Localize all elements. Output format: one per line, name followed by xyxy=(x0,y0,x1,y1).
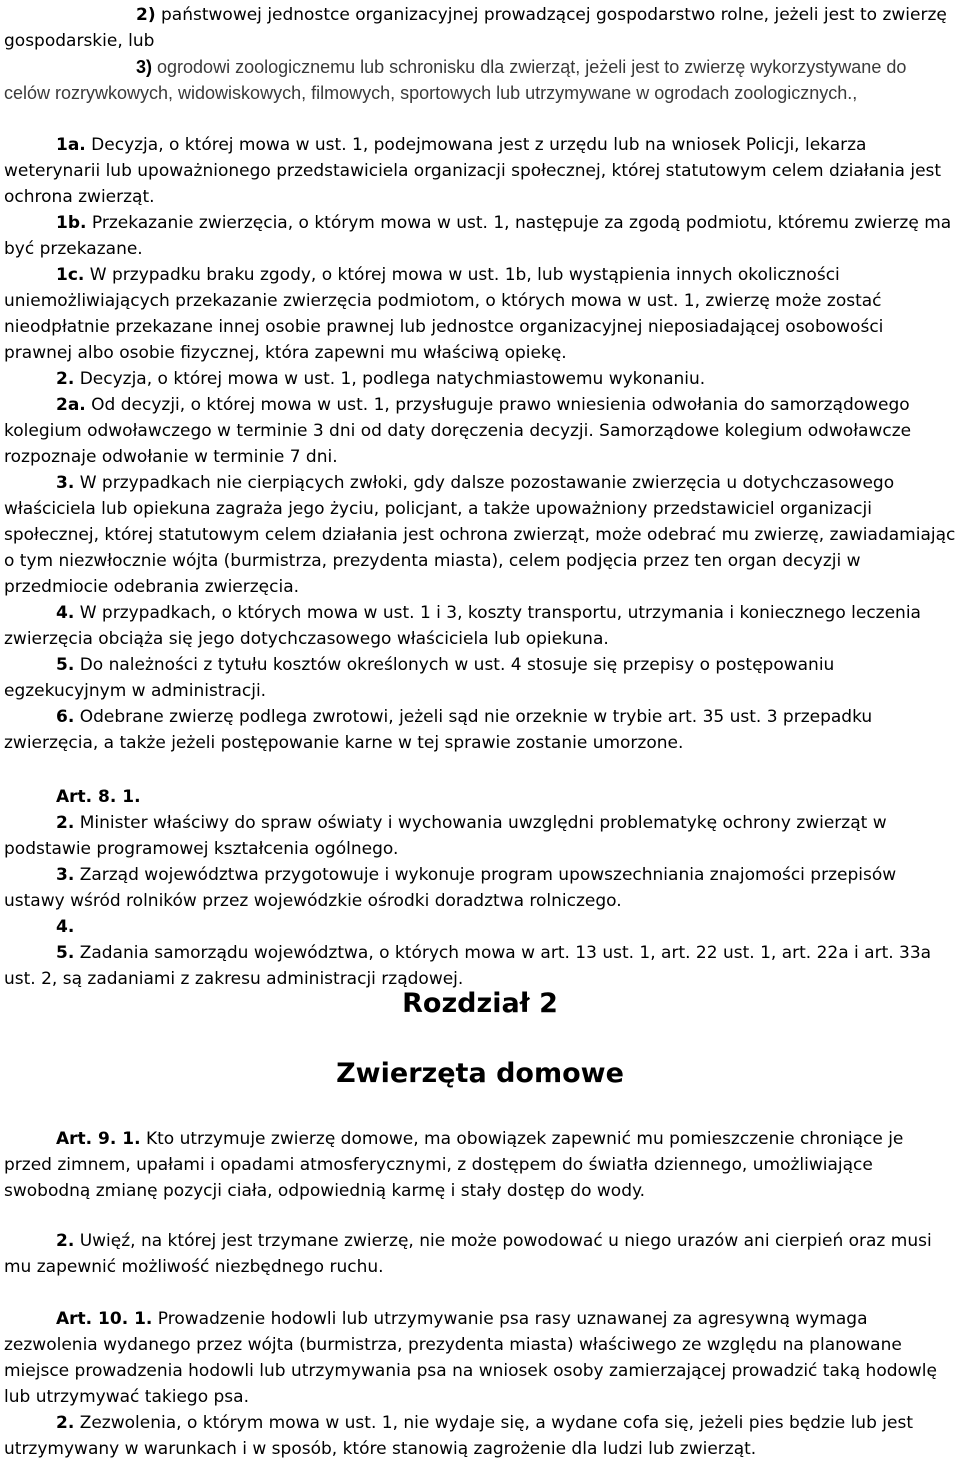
paragraph-text: państwowej jednostce organizacyjnej prowadzącej gospodarstwo rolne, jeżeli jest to zwierzę gospodarskie, lub xyxy=(4,5,947,51)
paragraph-number: 2. xyxy=(56,369,75,389)
paragraph-text: Prowadzenie hodowli lub utrzymywanie psa rasy uznawanej za agresywną wymaga zezwolenia wydanego przez wójta (burmistrza, prezydenta miasta) właściwego ze względu na planowane miejsce prowadzenia hodowli lub utrzymywania psa na wniosek osoby zamierzającej prowadzić taką hodowlę lub utrzymywać takiego psa. xyxy=(4,1309,937,1407)
article-10-paragraph-1 xyxy=(4,1306,956,1410)
paragraph-number: 1a. xyxy=(56,135,86,155)
paragraph-text: Zarząd województwa przygotowuje i wykonuje program upowszechniania znajomości przepisów ustawy wśród rolników przez wojewódzkie ośrodki doradztwa rolniczego. xyxy=(4,865,897,911)
article-9-paragraph-2 xyxy=(4,1228,956,1280)
paragraph-text: Przekazanie zwierzęcia, o którym mowa w ust. 1, następuje za zgodą podmiotu, któremu zwierzę ma być przekazane. xyxy=(4,213,952,259)
article-number: Art. 9. 1. xyxy=(56,1129,141,1149)
paragraph-1b xyxy=(4,210,956,262)
paragraph-number: 2. xyxy=(56,1231,75,1251)
paragraph-text: Decyzja, o której mowa w ust. 1, podejmowana jest z urzędu lub na wniosek Policji, lekarza weterynarii lub upoważnionego przedstawiciela organizacji społecznej, której statutowym celem działania jest ochrona zwierząt. xyxy=(4,135,942,207)
paragraph-number: 5. xyxy=(56,655,75,675)
paragraph-1a xyxy=(4,132,956,210)
paragraph-text: W przypadku braku zgody, o której mowa w ust. 1b, lub wystąpienia innych okoliczności uniemożliwiających przekazanie zwierzęcia podmiotom, o których mowa w ust. 1, zwierzę może zostać nieodpłatnie przekazane innej osobie prawnej lub jednostce organizacyjnej nieposiadającej osobowości prawnej albo osobie fizycznej, która zapewni mu właściwą opiekę. xyxy=(4,265,884,363)
paragraph-number: 5. xyxy=(56,943,75,963)
chapter-title: Zwierzęta domowe xyxy=(336,1058,624,1089)
paragraph-number: 6. xyxy=(56,707,75,727)
paragraph-text: Zezwolenia, o którym mowa w ust. 1, nie wydaje się, a wydane cofa się, jeżeli pies będzie lub jest utrzymywany w warunkach i w sposób, które stanowią zagrożenie dla ludzi lub zwierząt. xyxy=(4,1413,913,1459)
paragraph-number: 2a. xyxy=(56,395,86,415)
article-8-heading xyxy=(4,784,956,810)
paragraph-item-2 xyxy=(4,2,956,54)
paragraph-1c xyxy=(4,262,956,366)
paragraph-2a xyxy=(4,392,956,470)
paragraph-text: W przypadkach, o których mowa w ust. 1 i 3, koszty transportu, utrzymania i koniecznego leczenia zwierzęcia obciąża się jego dotychczasowego właściciela lub opiekuna. xyxy=(4,603,921,649)
paragraph-5 xyxy=(4,652,956,704)
paragraph-text: Zadania samorządu województwa, o których mowa w art. 13 ust. 1, art. 22 ust. 1, art. 22a i art. 33a ust. 2, są zadaniami z zakresu administracji rządowej. xyxy=(4,943,932,989)
paragraph-text: Minister właściwy do spraw oświaty i wychowania uwzględni problematykę ochrony zwierząt w podstawie programowej kształcenia ogólnego. xyxy=(4,813,887,859)
paragraph-text: W przypadkach nie cierpiących zwłoki, gdy dalsze pozostawanie zwierzęcia u dotychczasowego właściciela lub opiekuna zagraża jego życiu, policjant, a także upoważniony przedstawiciel organizacji społecznej, której statutowym celem działania jest ochrona zwierząt, może odebrać mu zwierzę, zawiadamiając o tym niezwłocznie wójta (burmistrza, prezydenta miasta), celem podjęcia przez ten organ decyzji w przedmiocie odebrania zwierzęcia. xyxy=(4,473,956,597)
paragraph-3 xyxy=(4,470,956,600)
article-8-paragraph-5 xyxy=(4,940,956,992)
paragraph-number: 1c. xyxy=(56,265,85,285)
chapter-number: Rozdział 2 xyxy=(402,988,558,1019)
paragraph-6 xyxy=(4,704,956,756)
paragraph-number: 3) xyxy=(136,57,153,77)
paragraph-text: Kto utrzymuje zwierzę domowe, ma obowiązek zapewnić mu pomieszczenie chroniące je przed zimnem, upałami i opadami atmosferycznymi, z dostępem do światła dziennego, umożliwiające swobodną zmianę pozycji ciała, odpowiednią karmę i stały dostęp do wody. xyxy=(4,1129,904,1201)
paragraph-text: Odebrane zwierzę podlega zwrotowi, jeżeli sąd nie orzeknie w trybie art. 35 ust. 3 przepadku zwierzęcia, a także jeżeli postępowanie karne w tej sprawie zostanie umorzone. xyxy=(4,707,873,753)
paragraph-text: Od decyzji, o której mowa w ust. 1, przysługuje prawo wniesienia odwołania do samorządowego kolegium odwoławczego w terminie 3 dni od daty doręczenia decyzji. Samorządowe kolegium odwoławcze rozpoznaje odwołanie w terminie 7 dni. xyxy=(4,395,912,467)
paragraph-number: 2. xyxy=(56,1413,75,1433)
paragraph-text: Decyzja, o której mowa w ust. 1, podlega natychmiastowemu wykonaniu. xyxy=(74,369,706,389)
paragraph-item-3 xyxy=(4,54,956,106)
paragraph-number: 4. xyxy=(56,917,75,937)
paragraph-number: 2. xyxy=(56,813,75,833)
paragraph-4 xyxy=(4,600,956,652)
paragraph-text: ogrodowi zoologicznemu lub schronisku dla zwierząt, jeżeli jest to zwierzę wykorzystywane do celów rozrywkowych, widowiskowych, filmowych, sportowych lub utrzymywane w ogrodach zoologicznych., xyxy=(4,57,907,103)
paragraph-text: Do należności z tytułu kosztów określonych w ust. 4 stosuje się przepisy o postępowaniu egzekucyjnym w administracji. xyxy=(4,655,835,701)
paragraph-number: 2) xyxy=(136,5,156,25)
paragraph-number: 4. xyxy=(56,603,75,623)
article-number: Art. 10. 1. xyxy=(56,1309,153,1329)
article-9-paragraph-1 xyxy=(4,1126,956,1204)
article-10-paragraph-2 xyxy=(4,1410,956,1462)
paragraph-number: 3. xyxy=(56,865,75,885)
paragraph-text: Uwięź, na której jest trzymane zwierzę, nie może powodować u niego urazów ani cierpień oraz musi mu zapewnić możliwość niezbędnego ruchu. xyxy=(4,1231,932,1277)
paragraph-2 xyxy=(4,366,956,392)
article-8-paragraph-2 xyxy=(4,810,956,862)
paragraph-number: 1b. xyxy=(56,213,87,233)
article-number: Art. 8. 1. xyxy=(56,787,141,807)
article-8-paragraph-3 xyxy=(4,862,956,914)
paragraph-number: 3. xyxy=(56,473,75,493)
article-8-paragraph-4 xyxy=(4,914,956,940)
